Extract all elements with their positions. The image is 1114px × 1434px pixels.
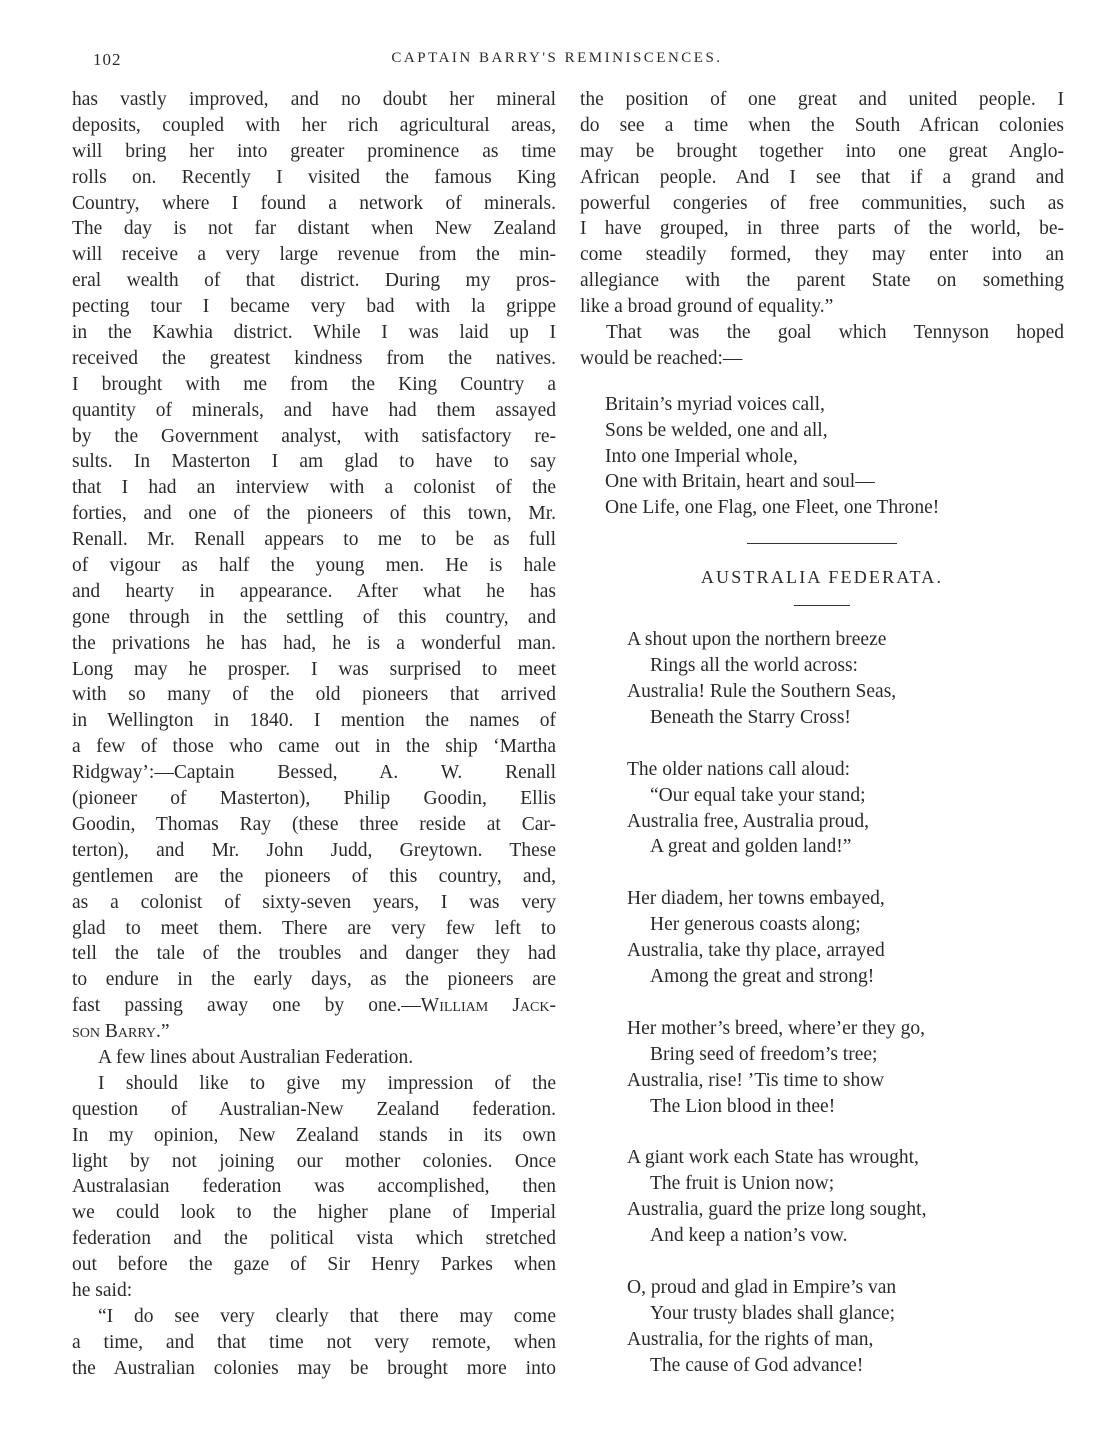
- text-line: African people. And I see that if a grand and: [580, 166, 1064, 188]
- text-line: by the Government analyst, with satisfactory re-: [72, 425, 556, 447]
- text-line: received the greatest kindness from the natives.: [72, 347, 556, 369]
- text-line: a time, and that time not very remote, when: [72, 1331, 556, 1353]
- poem-line: Into one Imperial whole,: [605, 445, 798, 467]
- text-line: allegiance with the parent State on something: [580, 270, 1064, 292]
- text-line: federation and the political vista which stretched: [72, 1228, 556, 1250]
- signature-name: son Barry: [72, 1021, 157, 1043]
- text-line: with so many of the old pioneers that arrived: [72, 684, 556, 706]
- title-divider: [794, 605, 850, 606]
- poem-line: O, proud and glad in Empire’s van: [627, 1276, 897, 1298]
- poem-line: Australia, for the rights of man,: [627, 1328, 874, 1350]
- text-line: [72, 1019, 556, 1045]
- stanza: [627, 1145, 1064, 1249]
- text-line: would be reached:—: [580, 347, 743, 369]
- text-line: The day is not far distant when New Zealand: [72, 218, 556, 240]
- left-column: [72, 87, 556, 1382]
- poem-line: Australia, rise! ’Tis time to show: [627, 1069, 885, 1091]
- text-line: of vigour as half the young men. He is hale: [72, 555, 556, 577]
- tennyson-poem: [605, 392, 1064, 521]
- poem-line: A great and golden land!”: [650, 836, 852, 858]
- text-line: deposits, coupled with her rich agricultural areas,: [72, 114, 556, 136]
- paragraph: [72, 1071, 556, 1304]
- poem-line: And keep a nation’s vow.: [650, 1225, 848, 1247]
- text-line: tell the tale of the troubles and danger they had: [72, 943, 556, 965]
- text-line: In my opinion, New Zealand stands in its own: [72, 1124, 556, 1146]
- section-divider: [747, 543, 897, 544]
- right-column: [580, 87, 1064, 1379]
- poem-line: “Our equal take your stand;: [650, 784, 866, 806]
- text-line: will bring her into greater prominence as time: [72, 140, 556, 162]
- stanza: [627, 1275, 1064, 1379]
- poem-line: The fruit is Union now;: [650, 1173, 835, 1195]
- stanza: [627, 1016, 1064, 1120]
- stanza: [627, 757, 1064, 861]
- text-line: [72, 993, 556, 1019]
- text-line: Long may he prosper. I was surprised to meet: [72, 658, 556, 680]
- text-line: to endure in the early days, as the pioneers are: [72, 969, 556, 991]
- text-line: pecting tour I became very bad with la grippe: [72, 296, 556, 318]
- poem-line: Her generous coasts along;: [650, 914, 861, 936]
- text-line: That was the goal which Tennyson hoped: [606, 322, 1064, 344]
- text-line: gone through in the settling of this country, and: [72, 606, 556, 628]
- text-line: in the Kawhia district. While I was laid up I: [72, 322, 556, 344]
- text-line: he said:: [72, 1279, 133, 1301]
- text-line: the privations he has had, he is a wonderful man.: [72, 632, 556, 654]
- poem-line: Rings all the world across:: [650, 655, 858, 677]
- paragraph: [72, 1304, 556, 1382]
- closing-quote: .”: [156, 1021, 170, 1043]
- text-line: we could look to the higher plane of Imperial: [72, 1202, 556, 1224]
- text-line: “I do see very clearly that there may come: [98, 1305, 556, 1327]
- text-line: forties, and one of the pioneers of this town, Mr.: [72, 503, 556, 525]
- section-title: AUSTRALIA FEDERATA.: [700, 567, 944, 588]
- text-line: question of Australian-New Zealand federation.: [72, 1098, 556, 1120]
- paragraph-continuation: [72, 87, 556, 1045]
- text-line: the Australian colonies may be brought more into: [72, 1357, 556, 1379]
- poem-line: One Life, one Flag, one Fleet, one Throne!: [605, 497, 940, 519]
- poem-line: Among the great and strong!: [650, 965, 875, 987]
- text-line: rolls on. Recently I visited the famous King: [72, 166, 556, 188]
- text-line: come steadily formed, they may enter into an: [580, 244, 1064, 266]
- text-line: gentlemen are the pioneers of this country, and,: [72, 865, 556, 887]
- poem-line: Bring seed of freedom’s tree;: [650, 1043, 878, 1065]
- text-line: as a colonist of sixty-seven years, I was very: [72, 891, 556, 913]
- poem-line: Australia! Rule the Southern Seas,: [627, 680, 897, 702]
- stanza: [627, 627, 1064, 731]
- text-line: Renall. Mr. Renall appears to me to be as full: [72, 529, 556, 551]
- running-title: CAPTAIN BARRY'S REMINISCENCES.: [391, 50, 723, 66]
- text-fragment: fast passing away one by one.—: [72, 995, 421, 1017]
- text-line: (pioneer of Masterton), Philip Goodin, Ellis: [72, 788, 556, 810]
- poem-line: The Lion blood in thee!: [650, 1095, 836, 1117]
- stanza: [627, 886, 1064, 990]
- poem-line: Sons be welded, one and all,: [605, 419, 828, 441]
- text-line: A few lines about Australian Federation.: [98, 1046, 414, 1068]
- poem-line: Her diadem, her towns embayed,: [627, 888, 885, 910]
- poem-line: Her mother’s breed, where’er they go,: [627, 1017, 925, 1039]
- text-line: glad to meet them. There are very few left to: [72, 917, 556, 939]
- text-line: in Wellington in 1840. I mention the names of: [72, 710, 556, 732]
- text-line: will receive a very large revenue from the min-: [72, 244, 556, 266]
- poem-line: Australia free, Australia proud,: [627, 810, 870, 832]
- poem-line: Australia, take thy place, arrayed: [627, 940, 885, 962]
- text-line: sults. In Masterton I am glad to have to say: [72, 451, 556, 473]
- paragraph: [580, 320, 1064, 372]
- text-line: I brought with me from the King Country a: [72, 373, 556, 395]
- text-line: eral wealth of that district. During my pros-: [72, 270, 556, 292]
- text-line: and hearty in appearance. After what he has: [72, 580, 556, 602]
- poem-line: Beneath the Starry Cross!: [650, 706, 851, 728]
- poem-line: Britain’s myriad voices call,: [605, 393, 825, 415]
- text-line: like a broad ground of equality.”: [580, 296, 834, 318]
- signature-name: William Jack-: [420, 995, 556, 1017]
- text-line: powerful congeries of free communities, such as: [580, 192, 1064, 214]
- text-line: a few of those who came out in the ship ‘Martha: [72, 736, 556, 758]
- poem-line: Australia, guard the prize long sought,: [627, 1199, 927, 1221]
- text-line: terton), and Mr. John Judd, Greytown. These: [72, 839, 556, 861]
- text-line: Country, where I found a network of minerals.: [72, 192, 556, 214]
- paragraph: [72, 1045, 556, 1071]
- text-line: Goodin, Thomas Ray (these three reside at Car-: [72, 813, 556, 835]
- poem-line: Your trusty blades shall glance;: [650, 1302, 895, 1324]
- text-line: may be brought together into one great Anglo-: [580, 140, 1064, 162]
- poem-line: A shout upon the northern breeze: [627, 629, 887, 651]
- text-line: the position of one great and united people. I: [580, 89, 1064, 110]
- text-line: I should like to give my impression of the: [98, 1072, 556, 1094]
- text-line: light by not joining our mother colonies. Once: [72, 1150, 556, 1172]
- text-line: out before the gaze of Sir Henry Parkes when: [72, 1254, 556, 1276]
- text-line: has vastly improved, and no doubt her mineral: [72, 89, 556, 110]
- text-line: that I had an interview with a colonist of the: [72, 477, 556, 499]
- paragraph-continuation: [580, 87, 1064, 320]
- text-line: quantity of minerals, and have had them assayed: [72, 399, 556, 421]
- text-line: Australasian federation was accomplished, then: [72, 1176, 556, 1198]
- poem-line: One with Britain, heart and soul—: [605, 471, 875, 493]
- text-line: do see a time when the South African colonies: [580, 114, 1064, 136]
- page-number: 102: [93, 50, 122, 69]
- text-line: I have grouped, in three parts of the world, be-: [580, 218, 1064, 240]
- poem-line: The cause of God advance!: [650, 1354, 864, 1376]
- poem-line: A giant work each State has wrought,: [627, 1147, 919, 1169]
- text-line: Ridgway’:—Captain Bessed, A. W. Renall: [72, 762, 556, 784]
- poem-line: The older nations call aloud:: [627, 758, 851, 780]
